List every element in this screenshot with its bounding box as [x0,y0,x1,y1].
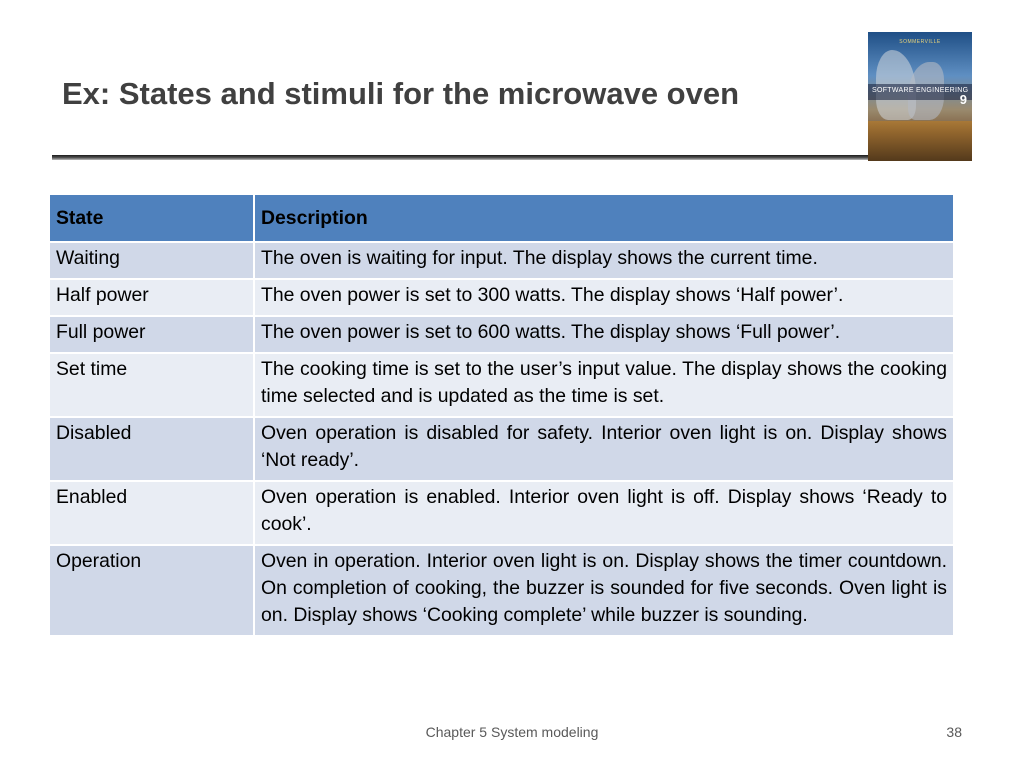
table-row [49,316,954,353]
table-row [49,481,954,545]
title-underline [52,155,870,160]
table-header-row [49,194,954,242]
header-state: State [49,194,254,242]
cover-ground-shape [868,121,972,161]
table-row [49,353,954,417]
state-cell: Full power [49,316,254,353]
description-cell: Oven operation is disabled for safety. Interior oven light is on. Display shows ‘Not ready’. [254,417,954,481]
table-row [49,417,954,481]
table-row [49,242,954,279]
description-cell: Oven operation is enabled. Interior oven light is off. Display shows ‘Ready to cook’. [254,481,954,545]
slide-title: Ex: States and stimuli for the microwave oven [62,76,740,111]
state-cell: Waiting [49,242,254,279]
state-cell: Set time [49,353,254,417]
header-description: Description [254,194,954,242]
book-cover-edition: 9 [959,92,967,107]
book-cover-image [868,32,972,161]
state-cell: Half power [49,279,254,316]
state-cell: Enabled [49,481,254,545]
table-row [49,279,954,316]
page-number: 38 [946,724,962,740]
description-cell: Oven in operation. Interior oven light is on. Display shows the timer countdown. On completion of cooking, the buzzer is sounded for five seconds. Oven light is on. Display shows ‘Cooking complete’ while buzzer is sounding. [254,545,954,636]
book-cover-title: SOFTWARE ENGINEERING [872,87,969,94]
description-cell: The cooking time is set to the user’s input value. The display shows the cooking time selected and is updated as the time is set. [254,353,954,417]
description-cell: The oven is waiting for input. The display shows the current time. [254,242,954,279]
states-table [48,193,955,637]
description-cell: The oven power is set to 600 watts. The display shows ‘Full power’. [254,316,954,353]
book-cover-author: SOMMERVILLE [899,39,941,45]
table-row [49,545,954,636]
footer-chapter: Chapter 5 System modeling [425,724,599,740]
description-cell: The oven power is set to 300 watts. The display shows ‘Half power’. [254,279,954,316]
state-cell: Disabled [49,417,254,481]
state-cell: Operation [49,545,254,636]
